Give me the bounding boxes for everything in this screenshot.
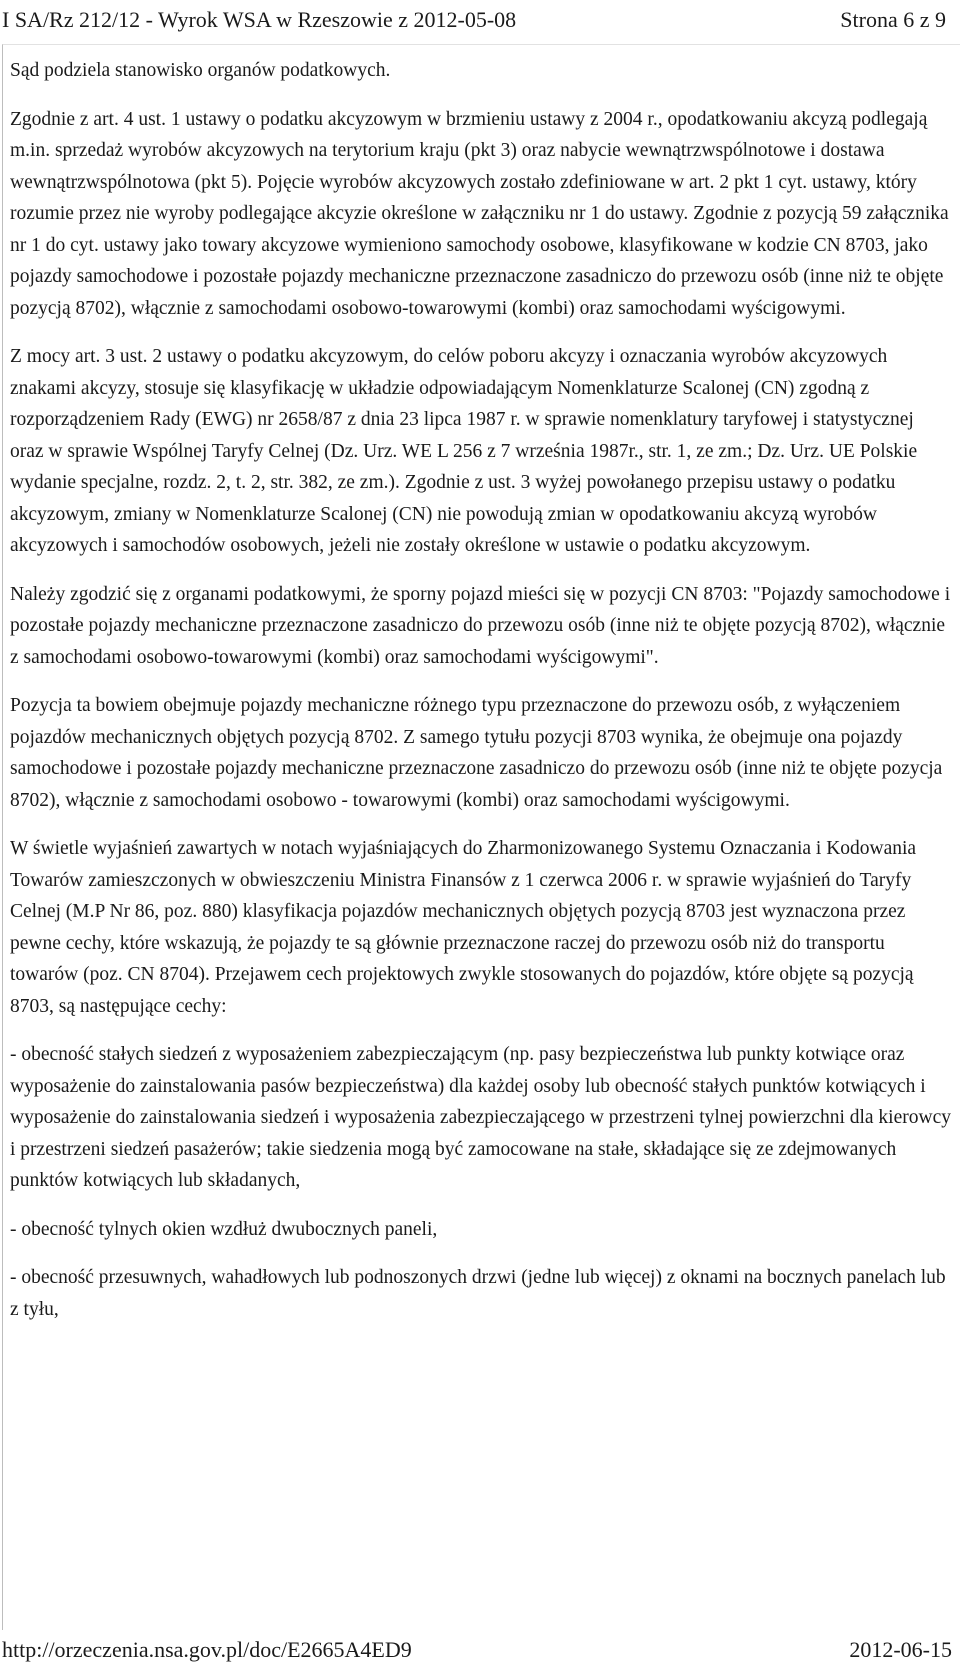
print-date: 2012-06-15 (849, 1637, 952, 1662)
paragraph: - obecność tylnych okien wzdłuż dwubocznych paneli, (10, 1218, 438, 1240)
paragraph: W świetle wyjaśnień zawartych w notach wyjaśniających do Zharmonizowanego Systemu Oznaczania i Kodowania Towarów zamieszczonych w obwieszczeniu Ministra Finansów z 1 czerwca 2006 r. w sprawie wyjaśnień do Taryfy Celnej (M.P Nr 86, poz. 880) klasyfikacja pojazdów mechanicznych objętych pozycją 8703 jest wyznaczona przez pewne cechy, które wskazują, że pojazdy te są głównie przeznaczone raczej do przewozu osób niż do transportu towarów (poz. CN 8704). Przejawem cech projektowych zwykle stosowanych do pojazdów, które objęte są pozycją 8703, są następujące cechy: (10, 838, 917, 1017)
page-footer (0, 1632, 960, 1667)
document-title: I SA/Rz 212/12 - Wyrok WSA w Rzeszowie z 2012-05-08 (2, 7, 517, 32)
judgment-text (10, 55, 952, 1342)
paragraph: Należy zgodzić się z organami podatkowymi, że sporny pojazd mieści się w pozycji CN 8703: "Pojazdy samochodowe i pozostałe pojazdy mechaniczne przeznaczone zasadniczo do przewozu osób (inne niż te objęte pozycją 8702), włącznie z samochodami osobowo-towarowymi (kombi) oraz samochodami wyścigowymi". (10, 583, 951, 668)
paragraph: Pozycja ta bowiem obejmuje pojazdy mechaniczne różnego typu przeznaczone do przewozu osób, z wyłączeniem pojazdów mechanicznych objętych pozycją 8702. Z samego tytułu pozycji 8703 wynika, że obejmuje ona pojazdy samochodowe i pozostałe pojazdy mechaniczne przeznaczone zasadniczo do przewozu osób (inne niż te objęte pozycja 8702), włącznie z samochodami osobowo - towarowymi (kombi) oraz samochodami wyścigowymi. (10, 695, 943, 811)
page-header (0, 0, 960, 40)
paragraph: Z mocy art. 3 ust. 2 ustawy o podatku akcyzowym, do celów poboru akcyzy i oznaczania wyrobów akcyzowych znakami akcyzy, stosuje się klasyfikację w układzie odpowiadającym Nomenklaturze Scalonej (CN) zgodną z rozporządzeniem Rady (EWG) nr 2658/87 z dnia 23 lipca 1987 r. w sprawie nomenklatury taryfowej i statystycznej oraz w sprawie Wspólnej Taryfy Celnej (Dz. Urz. WE L 256 z 7 września 1987r., str. 1, ze zm.; Dz. Urz. UE Polskie wydanie specjalne, rozdz. 2, t. 2, str. 382, ze zm.). Zgodnie z ust. 3 wyżej powołanego przepisu ustawy o podatku akcyzowym, zmiany w Nomenklaturze Scalonej (CN) nie powodują zmian w opodatkowaniu akcyzą wyrobów akcyzowych i samochodów osobowych, jeżeli nie zostały określone w ustawie o podatku akcyzowym. (10, 346, 918, 556)
paragraph: - obecność stałych siedzeń z wyposażeniem zabezpieczającym (np. pasy bezpieczeństwa lub punkty kotwiące oraz wyposażenie do zainstalowania pasów bezpieczeństwa) dla każdej osoby lub obecność stałych punktów kotwiących i wyposażenie do zainstalowania siedzeń i wyposażenia zabezpieczającego w przestrzeni tylnej powierzchni dla kierowcy i przestrzeni siedzeń pasażerów; takie siedzenia mogą być zamocowane na stałe, składające się ze zdejmowanych punktów kotwiących lub składanych, (10, 1044, 951, 1191)
paragraph: Sąd podziela stanowisko organów podatkowych. (10, 60, 391, 81)
paragraph: - obecność przesuwnych, wahadłowych lub podnoszonych drzwi (jedne lub więcej) z oknami na bocznych panelach lub z tyłu, (10, 1267, 946, 1320)
page-number: Strona 6 z 9 (840, 7, 946, 32)
source-url: http://orzeczenia.nsa.gov.pl/doc/E2665A4ED9 (2, 1637, 412, 1662)
content-frame (2, 44, 960, 1630)
paragraph: Zgodnie z art. 4 ust. 1 ustawy o podatku akcyzowym w brzmieniu ustawy z 2004 r., opodatkowaniu akcyzą podlegają m.in. sprzedaż wyrobów akcyzowych na terytorium kraju (pkt 3) oraz nabycie wewnątrzwspólnotowe i dostawa wewnątrzwspólnotowa (pkt 5). Pojęcie wyrobów akcyzowych zostało zdefiniowane w art. 2 pkt 1 cyt. ustawy, który rozumie przez nie wyroby podlegające akcyzie określone w załączniku nr 1 do ustawy. Zgodnie z pozycją 59 załącznika nr 1 do cyt. ustawy jako towary akcyzowe wymieniono samochody osobowe, klasyfikowane w kodzie CN 8703, jako pojazdy samochodowe i pozostałe pojazdy mechaniczne przeznaczone zasadniczo do przewozu osób (inne niż te objęte pozycją 8702), włącznie z samochodami osobowo-towarowymi (kombi) oraz samochodami wyścigowymi. (10, 108, 949, 319)
